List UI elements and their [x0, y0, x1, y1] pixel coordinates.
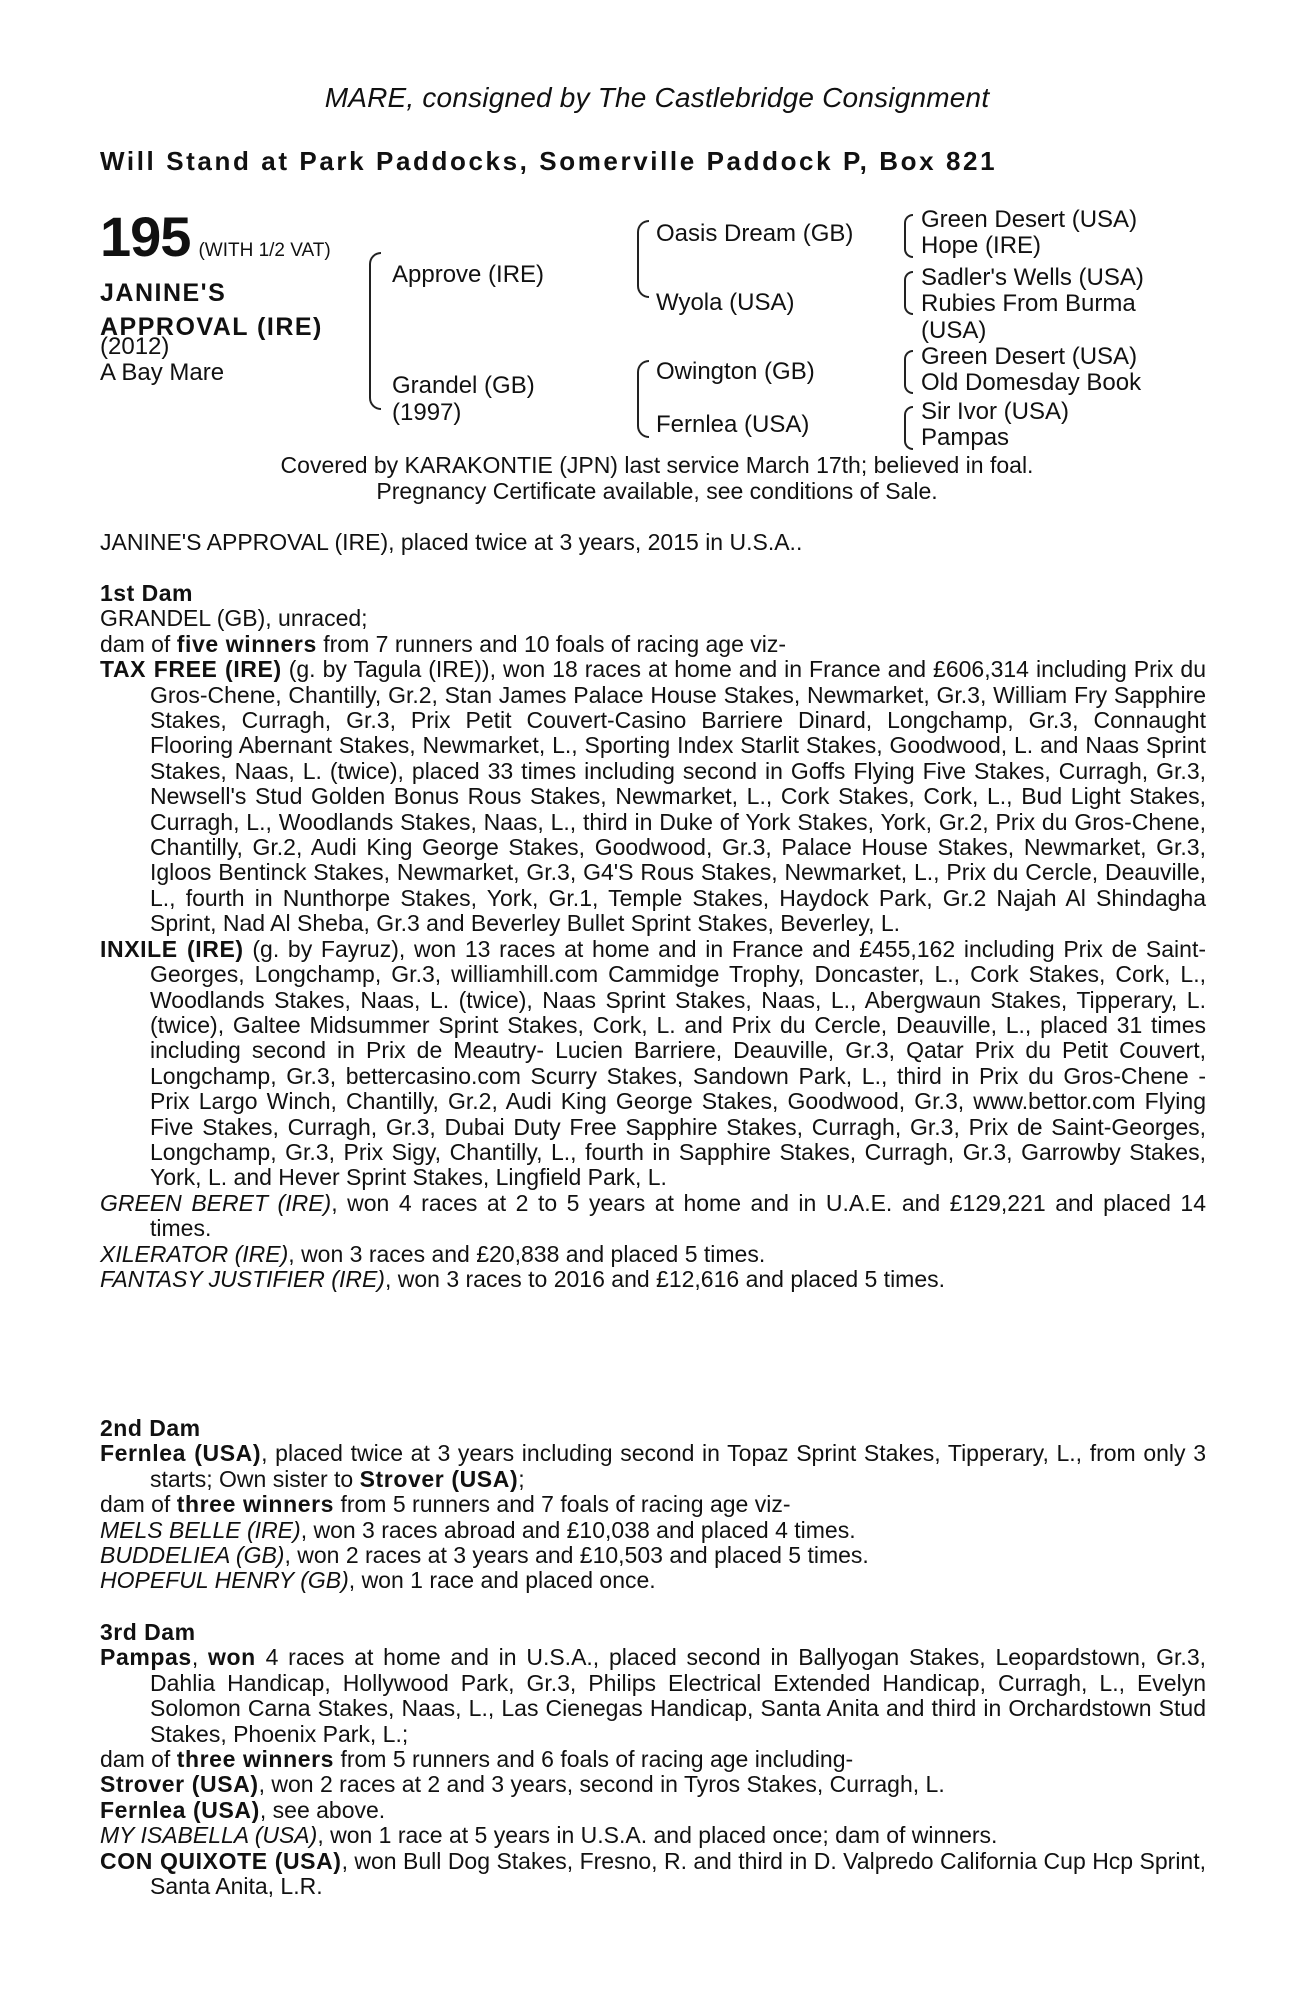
third-dam-section: [100, 1620, 1206, 1899]
consignor-heading: MARE, consigned by The Castlebridge Consignment: [324, 82, 990, 113]
pedigree-g4-country: (USA): [921, 317, 987, 344]
pedigree-dam-sire: Owington (GB): [656, 358, 815, 385]
produce-inxile: INXILE (IRE) (g. by Fayruz), won 13 races at home and in France and £455,162 including Prix de Saint-Georges, Longchamp, Gr.3, williamhill.com Cammidge Trophy, Doncaster, L., Cork Stakes, Cork, L., Woodlands Stakes, Naas, L. (twice), Naas Sprint Stakes, Naas, L., Abergwaun Stakes, Tipperary, L. (twice), Galtee Midsummer Sprint Stakes, Cork, L. and Prix du Cercle, Deauville, L., placed 31 times including second in Prix de Meautry- Lucien Barriere, Deauville, Gr.3, Qatar Prix du Petit Couvert, Longchamp, Gr.3, bettercasino.com Scurry Stakes, Sandown Park, L., third in Prix du Gros-Chene - Prix Largo Winch, Chantilly, Gr.2, Audi King George Stakes, Goodwood, Gr.3, www.bettor.com Flying Five Stakes, Curragh, Gr.3, Dubai Duty Free Sapphire Stakes, Curragh, Gr.3, Prix de Saint-Georges, Longchamp, Gr.3, Prix Sigy, Chantilly, L., fourth in Sapphire Stakes, Curragh, Gr.3, Garrowby Stakes, York, L. and Hever Sprint Stakes, Lingfield Park, L.: [100, 935, 1206, 1191]
pedigree-dam-dam: Fernlea (USA): [656, 411, 810, 438]
pedigree-brace-g5: [904, 350, 913, 394]
horse-name-line1: JANINE'S: [100, 279, 227, 307]
pedigree-g7: Sir Ivor (USA): [921, 398, 1070, 425]
produce-hopeful-henry: HOPEFUL HENRY (GB), won 1 race and placed once.: [100, 1567, 656, 1594]
pedigree-g2: Hope (IRE): [921, 232, 1042, 259]
pedigree-brace-g3: [904, 271, 913, 315]
second-dam-name: Fernlea (USA), placed twice at 3 years including second in Topaz Sprint Stakes, Tipperary, L., from only 3 starts; Own sister to Strover (USA);: [100, 1440, 1206, 1492]
pedigree-brace-main: [369, 252, 381, 410]
covered-note: Covered by KARAKONTIE (JPN) last service March 17th; believed in foal.: [280, 452, 1034, 478]
pedigree-g8: Pampas: [921, 424, 1010, 451]
produce-con-quixote: CON QUIXOTE (USA), won Bull Dog Stakes, Fresno, R. and third in D. Valpredo California Cup Hcp Sprint, Santa Anita, L.R.: [100, 1847, 1206, 1900]
pedigree-sire-dam: Wyola (USA): [656, 289, 795, 316]
horse-description: A Bay Mare: [100, 359, 225, 386]
first-dam-heading: 1st Dam: [100, 580, 193, 606]
produce-xilerator: XILERATOR (IRE), won 3 races and £20,838 and placed 5 times.: [100, 1240, 766, 1267]
third-dam-produce: dam of three winners from 5 runners and 6 foals of racing age including-: [100, 1746, 854, 1773]
pedigree-g4: Rubies From Burma: [921, 290, 1136, 317]
race-summary: JANINE'S APPROVAL (IRE), placed twice at 3 years, 2015 in U.S.A..: [100, 529, 803, 555]
first-dam-section: [100, 581, 1206, 1292]
lot-number: 195: [100, 205, 191, 268]
second-dam-produce: dam of three winners from 5 runners and 7 foals of racing age viz-: [100, 1491, 791, 1518]
produce-fantasy-justifier: FANTASY JUSTIFIER (IRE), won 3 races to 2016 and £12,616 and placed 5 times.: [100, 1265, 946, 1292]
pedigree-sire-sire: Oasis Dream (GB): [656, 220, 854, 247]
second-dam-heading: 2nd Dam: [100, 1415, 201, 1441]
lot-number-block: [100, 204, 331, 269]
produce-tax-free: TAX FREE (IRE) (g. by Tagula (IRE)), won 18 races at home and in France and £606,314 including Prix du Gros-Chene, Chantilly, Gr.2, Stan James Palace House Stakes, Newmarket, Gr.3, William Fry Sapphire Stakes, Curragh, Gr.3, Prix Petit Couvert-Casino Barriere Dinard, Longchamp, Gr.3, Connaught Flooring Abernant Stakes, Newmarket, L., Sporting Index Starlit Stakes, Goodwood, L. and Naas Sprint Stakes, Naas, L. (twice), placed 33 times including second in Goffs Flying Five Stakes, Curragh, Gr.3, Newsell's Stud Golden Bonus Rous Stakes, Newmarket, L., Cork Stakes, Cork, L., Bud Light Stakes, Curragh, L., Woodlands Stakes, Naas, L., third in Duke of York Stakes, York, Gr.2, Prix du Gros-Chene, Chantilly, Gr.2, Audi King George Stakes, Goodwood, Gr.3, Palace House Stakes, Newmarket, Gr.3, Igloos Bentinck Stakes, Newmarket, Gr.3, G4'S Rous Stakes, Newmarket, L., Prix du Cercle, Deauville, L., fourth in Nunthorpe Stakes, York, Gr.1, Temple Stakes, Haydock Park, Gr.2 Najah Al Shindagha Sprint, Nad Al Sheba, Gr.3 and Beverley Bullet Sprint Stakes, Beverley, L.: [100, 656, 1206, 937]
pedigree-g6: Old Domesday Book: [921, 369, 1142, 396]
second-dam-section: [100, 1416, 1206, 1594]
pedigree-dam: Grandel (GB): [392, 372, 535, 399]
horse-info: [100, 334, 224, 386]
pedigree-dam-year: (1997): [392, 399, 462, 426]
pedigree-brace-dam: [637, 360, 649, 438]
pedigree-g1: Green Desert (USA): [921, 206, 1138, 233]
pedigree-g5: Green Desert (USA): [921, 343, 1138, 370]
pedigree-brace-g1: [904, 214, 913, 258]
third-dam-name: Pampas, won 4 races at home and in U.S.A., placed second in Ballyogan Stakes, Leopardstown, Gr.3, Dahlia Handicap, Hollywood Park, Gr.3, Philips Electrical Extended Handicap, Curragh, L., Evelyn Solomon Carna Stakes, Naas, L., Las Cienegas Handicap, Santa Anita and third in Orchardstown Stud Stakes, Phoenix Park, L.;: [100, 1644, 1207, 1747]
pedigree-sire: Approve (IRE): [392, 261, 545, 288]
pedigree-g3: Sadler's Wells (USA): [921, 264, 1144, 291]
produce-mels-belle: MELS BELLE (IRE), won 3 races abroad and £10,038 and placed 4 times.: [100, 1516, 856, 1543]
foaling-year: (2012): [100, 333, 170, 360]
pregnancy-note: Pregnancy Certificate available, see conditions of Sale.: [376, 478, 938, 504]
first-dam-produce: dam of five winners from 7 runners and 10 foals of racing age viz-: [100, 630, 787, 657]
third-dam-heading: 3rd Dam: [100, 1619, 196, 1645]
pedigree-brace-g7: [904, 406, 913, 450]
horse-name-line2: APPROVAL (IRE): [100, 313, 323, 341]
pedigree-brace-sire: [637, 220, 649, 298]
stand-location: Will Stand at Park Paddocks, Somerville Paddock P, Box 821: [100, 146, 998, 176]
produce-green-beret: GREEN BERET (IRE), won 4 races at 2 to 5 years at home and in U.A.E. and £129,221 and placed 14 times.: [100, 1189, 1206, 1242]
produce-my-isabella: MY ISABELLA (USA), won 1 race at 5 years in U.S.A. and placed once; dam of winners.: [100, 1822, 998, 1849]
produce-fernlea: Fernlea (USA), see above.: [100, 1796, 386, 1823]
produce-strover: Strover (USA), won 2 races at 2 and 3 years, second in Tyros Stakes, Curragh, L.: [100, 1771, 945, 1798]
vat-note: (WITH 1/2 VAT): [198, 240, 331, 261]
first-dam-name: GRANDEL (GB), unraced;: [100, 605, 368, 632]
produce-buddeliea: BUDDELIEA (GB), won 2 races at 3 years and £10,503 and placed 5 times.: [100, 1542, 869, 1569]
